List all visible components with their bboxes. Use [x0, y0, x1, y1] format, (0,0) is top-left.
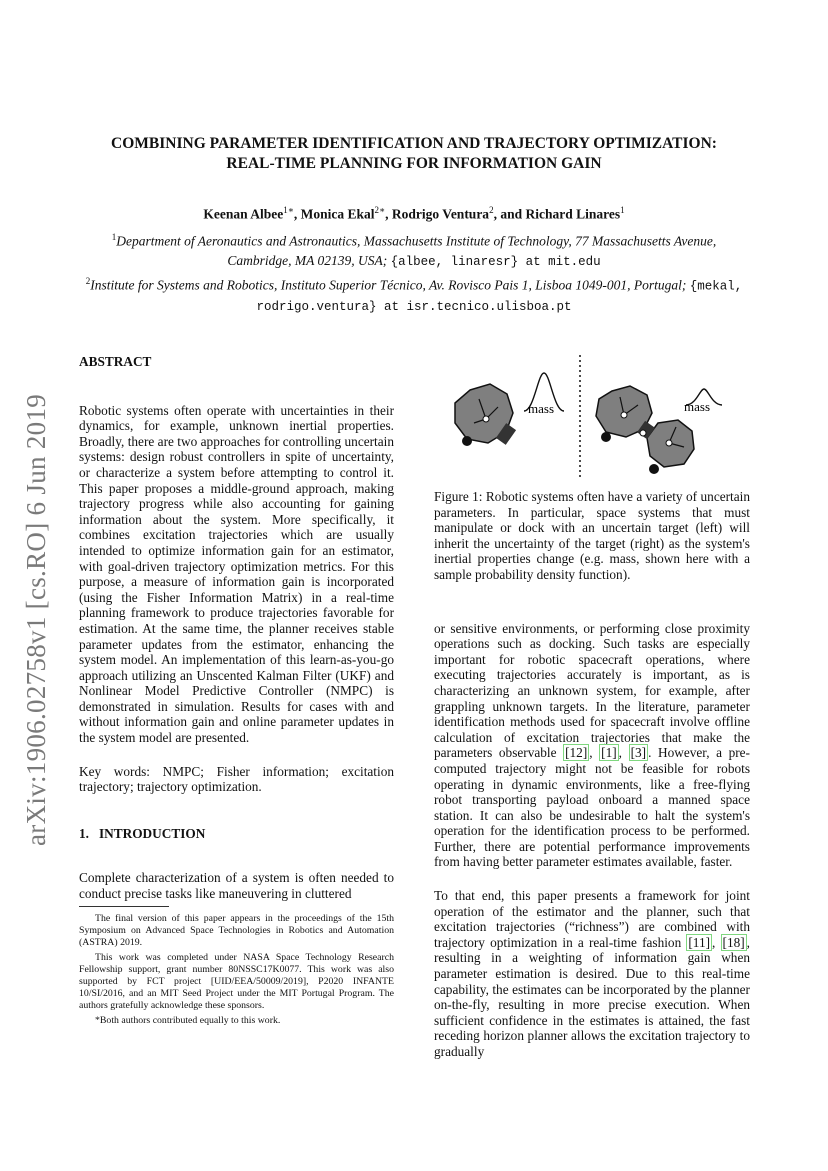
affiliation-2-email-part-1: {mekal, [689, 279, 743, 293]
footnote-1: The final version of this paper appears in the proceedings of the 15th Symposium on Advanced Space Technologies in Robotics and Automation (ASTRA) 2019. [79, 913, 394, 949]
affil-mark: 1 [111, 232, 117, 242]
intro-text: or sensitive environments, or performing close proximity operations such as docking. Such tasks are especially important for robotic spacecraft operations, where executing trajectories accurately is important, as is characterizing an unknown system, for example, after grappling unknown targets. In the literature, parameter identification methods used for spacecraft involve offline calculation of excitation trajectories that make the parameters observable [434, 620, 750, 761]
affiliations [66, 228, 762, 317]
citation-link[interactable]: [12] [565, 745, 588, 761]
footnote-3: *Both authors contributed equally to this work. [95, 1014, 281, 1026]
paper-title [60, 134, 768, 174]
left-column [79, 354, 394, 902]
citation-link[interactable]: [11] [688, 934, 711, 950]
robot-with-target-icon [596, 386, 694, 474]
affiliation-2-email-part-2: rodrigo.ventura} at isr.tecnico.ulisboa.pt [256, 300, 572, 314]
author-mark: 2∗ [374, 205, 386, 215]
intro-paragraph-2: To that end, this paper presents a framework for joint operation of the estimator and the planner, such that excitation trajectories (“richness”) are combined with trajectory optimization in a real-time fashion [11] , [18] , resulting in a weighting of information gain when parameter estimation is desired. Due to this real-time capability, the estimates can be incorporated by the planner on-the-fly, resulting in more precise execution. When sufficient confidence in the estimates is attained, the fast receding horizon planner allows the excitation trajectory to gradually [434, 888, 750, 1059]
title-line-2: REAL-TIME PLANNING FOR INFORMATION GAIN [226, 155, 602, 172]
intro-text: To that end, this paper presents a framework for joint operation of the estimator and the planner, such that excitation trajectories (“richness”) are combined with trajectory optimization in a real-time fashion [434, 888, 750, 950]
affil-mark: 2 [85, 275, 91, 286]
right-column [434, 489, 750, 1060]
author-name: Monica Ekal [300, 206, 375, 222]
abstract-heading: ABSTRACT [79, 354, 152, 369]
author-name: Keenan Albee [203, 206, 284, 222]
author-mark: 1∗ [283, 205, 294, 215]
affiliation-2-line-1: Institute for Systems and Robotics, Instituto Superior Técnico, Av. Rovisco Pais 1, Lisboa 1049-001, Portugal; [90, 277, 687, 292]
mass-label-right: mass [684, 399, 710, 414]
affiliation-1-email: {albee, linaresr} at mit.edu [390, 254, 601, 269]
abstract-text: Robotic systems often operate with uncertainties in their dynamics, for example, unknown inertial properties. Broadly, there are two approaches for controlling uncertain systems: design robust controllers in spite of uncertainty, or characterize a system before attempting to control it. This paper proposes a middle-ground approach, making trajectory progress while also accounting for gaining information about the system. More specifically, it combines excitation trajectories which are usually intended to optimize information gain for an estimator, with goal-driven trajectory optimization metrics. For this purpose, a measure of information gain is incorporated (using the Fisher Information Matrix) in a real-time planning framework to produce trajectories favorable for estimation. At the same time, the planner receives stable parameter updates from the estimator, enhancing the system model. An implementation of this learn-as-you-go approach utilizing an Unscented Kalman Filter (UKF) and Nonlinear Model Predictive Controller (NMPC) is demonstrated in simulation. Results for cases with and without information gain and online parameter updates in the system model are presented. [79, 402, 394, 746]
intro-text: , resulting in a weighting of information gain when parameter estimation is desired. Due to this real-time capability, the estimates can be incorporated by the planner on-the-fly, resulting in more precise execution. When sufficient confidence in the estimates is attained, the fast receding horizon planner allows the excitation trajectory to gradually [434, 934, 750, 1059]
footnote-2: This work was completed under NASA Space Technology Research Fellowship support, grant number 80NSSC17K0077. This work was also supported by FCT project [UID/EEA/50009/2019], P2020 INFANTE 10/SI/2016, and an MIT Seed Project under the MIT Portugal Program. The authors gratefully acknowledge these sponsors. [79, 951, 394, 1012]
intro-text: . However, a pre-computed trajectory might not be feasible for robots operating in dynamic environments, like a free-flying robot transporting payload onboard a manned space station. It can also be undesirable to halt the system's operation for the identification process to be performed. Further, there are potential performance improvements from having better parameter estimates available, faster. [434, 745, 750, 870]
section-heading-introduction: 1. INTRODUCTION [79, 825, 206, 841]
author-name: Rodrigo Ventura [391, 206, 490, 222]
affiliation-1-line-1: Department of Aeronautics and Astronautics, Massachusetts Institute of Technology, 77 Massachusetts Avenue, [116, 233, 717, 249]
citation-link[interactable]: [3] [630, 745, 647, 761]
author-name: and Richard Linares [500, 206, 621, 222]
figure-1-caption: Figure 1: Robotic systems often have a variety of uncertain parameters. In particular, space systems that must manipulate or dock with an uncertain target (left) will inherit the uncertainty of the target (right) as the system's inertial properties change (e.g. mass, shown here with a sample probability density function). [434, 489, 750, 582]
footnotes [79, 906, 394, 1029]
figure-1 [434, 353, 752, 483]
citation-link[interactable]: [1] [601, 745, 617, 761]
mass-label-left: mass [528, 401, 554, 416]
intro-paragraph-1: or sensitive environments, or performing close proximity operations such as docking. Such tasks are especially important for robotic spacecraft operations, where executing trajectories accurately is important, as is characterizing an unknown system, for example, after grappling unknown targets. In the literature, parameter identification methods used for spacecraft involve offline calculation of excitation trajectories that make the parameters observable [12] , [1] , [3] . However, a pre-computed trajectory might not be feasible for robots operating in dynamic environments, like a free-flying robot transporting payload onboard a manned space station. It can also be undesirable to halt the system's operation for the identification process to be performed. Further, there are potential performance improvements from having better parameter estimates available, faster. [434, 620, 750, 870]
keywords: Key words: NMPC; Fisher information; excitation trajectory; trajectory optimization. [79, 763, 394, 795]
title-line-1: COMBINING PARAMETER IDENTIFICATION AND TRAJECTORY OPTIMIZATION: [111, 135, 717, 152]
citation-link[interactable]: [18] [722, 934, 745, 950]
intro-paragraph-start: Complete characterization of a system is often needed to conduct precise tasks like maneuvering in cluttered [79, 870, 394, 902]
affiliation-1-line-2: Cambridge, MA 02139, USA; [227, 252, 388, 268]
robot-icon [455, 384, 516, 446]
author-mark: 2 [489, 205, 494, 215]
footnote-rule [79, 906, 169, 907]
author-list: Keenan Albee$^{1∗}$, Monica Ekal$^{2∗}$, Rodrigo Ventura$^2$, and Richard Linares$^1$ [203, 205, 625, 222]
arxiv-stamp: arXiv:1906.02758v1 [cs.RO] 6 Jun 2019 [21, 393, 51, 846]
author-mark: 1 [620, 205, 625, 215]
figure-1-illustration [434, 353, 752, 483]
